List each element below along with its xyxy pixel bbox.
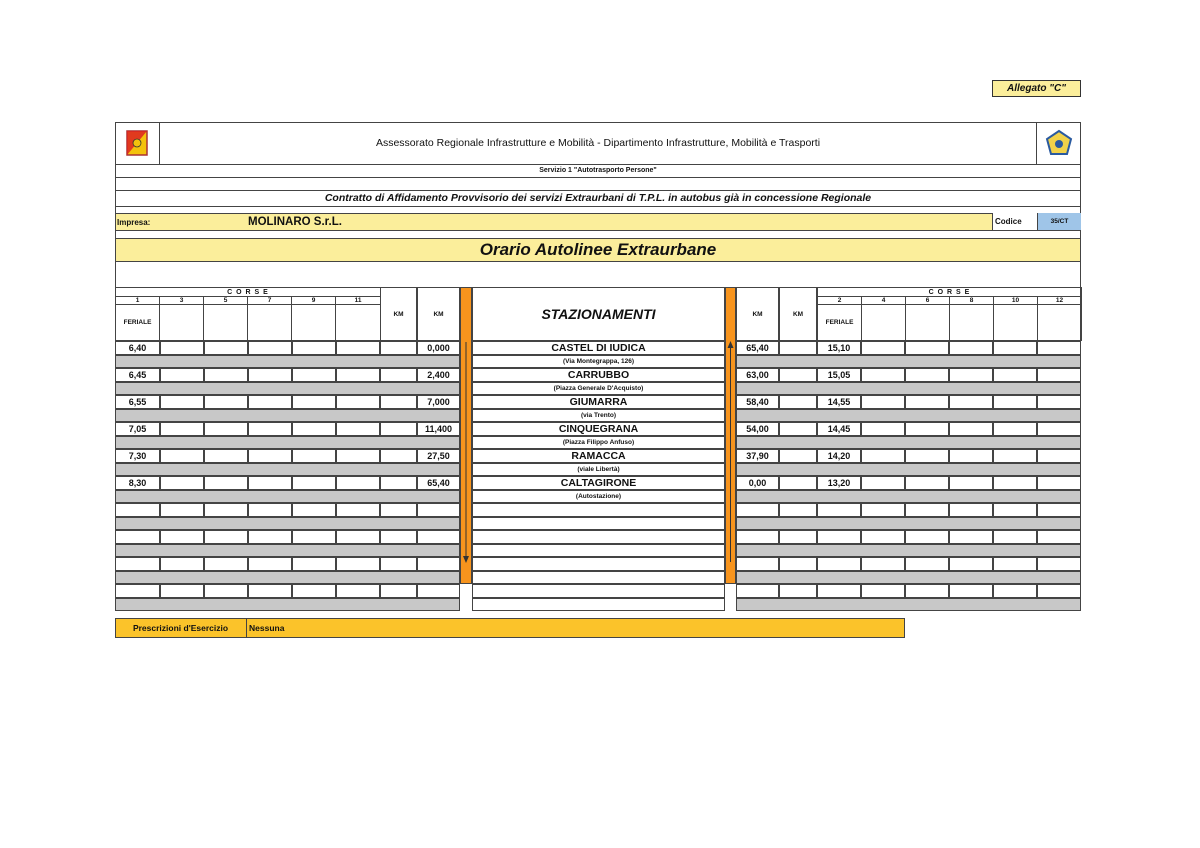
left-time: 7,05 xyxy=(115,422,160,436)
right-corse-number: 10 xyxy=(994,297,1038,305)
left-spacer-row xyxy=(115,355,460,369)
left-cell xyxy=(160,503,204,517)
left-cell xyxy=(204,476,248,490)
right-km: 37,90 xyxy=(736,449,779,463)
right-cell xyxy=(905,449,949,463)
left-cell xyxy=(115,530,160,544)
right-cell xyxy=(817,530,861,544)
right-corse-number: 12 xyxy=(1038,297,1082,305)
left-cell xyxy=(204,557,248,571)
right-cell xyxy=(993,557,1037,571)
right-spacer-row xyxy=(736,490,1081,504)
right-spacer-row xyxy=(736,409,1081,423)
right-cell xyxy=(779,530,817,544)
right-cell xyxy=(949,395,993,409)
left-cell xyxy=(248,584,292,598)
right-cell xyxy=(949,530,993,544)
left-cell xyxy=(115,584,160,598)
right-cell xyxy=(993,341,1037,355)
station-name xyxy=(472,557,725,571)
left-cell xyxy=(204,530,248,544)
right-corse-header xyxy=(817,287,1082,341)
left-km: 2,400 xyxy=(417,368,460,382)
right-cell xyxy=(993,449,1037,463)
left-spacer-row xyxy=(115,382,460,396)
left-km: 0,000 xyxy=(417,341,460,355)
up-arrow-icon xyxy=(725,340,736,565)
right-spacer-row xyxy=(736,571,1081,585)
sicily-logo-icon xyxy=(126,130,148,156)
right-cell xyxy=(1037,341,1081,355)
left-cell xyxy=(292,449,336,463)
station-name: CASTEL DI IUDICA xyxy=(472,341,725,355)
left-spacer-row xyxy=(115,598,460,612)
left-cell xyxy=(336,557,380,571)
left-feriale-label: FERIALE xyxy=(116,305,160,341)
left-km: 65,40 xyxy=(417,476,460,490)
right-km1-header: KM xyxy=(736,287,779,341)
left-logo-cell xyxy=(115,122,160,164)
left-cell xyxy=(336,341,380,355)
right-cell xyxy=(779,422,817,436)
station-name xyxy=(472,503,725,517)
right-time: 13,20 xyxy=(817,476,861,490)
left-km: 27,50 xyxy=(417,449,460,463)
right-cell xyxy=(817,557,861,571)
left-cell xyxy=(204,584,248,598)
codice-value: 35/CT xyxy=(1037,213,1081,230)
left-cell xyxy=(204,368,248,382)
left-km: 7,000 xyxy=(417,395,460,409)
right-cell xyxy=(905,557,949,571)
right-cell xyxy=(779,368,817,382)
right-cell xyxy=(905,341,949,355)
right-time: 14,45 xyxy=(817,422,861,436)
right-corse-number: 2 xyxy=(818,297,862,305)
left-cell xyxy=(160,557,204,571)
right-cell xyxy=(993,476,1037,490)
station-address: (Piazza Filippo Anfuso) xyxy=(472,436,725,450)
left-spacer-row xyxy=(115,490,460,504)
station-name xyxy=(472,530,725,544)
left-cell xyxy=(336,422,380,436)
left-cell xyxy=(160,395,204,409)
right-cell xyxy=(949,449,993,463)
left-cell xyxy=(248,395,292,409)
right-cell xyxy=(779,476,817,490)
right-cell xyxy=(993,395,1037,409)
station-address: (Piazza Generale D'Acquisto) xyxy=(472,382,725,396)
right-cell xyxy=(736,557,779,571)
allegato-label: Allegato "C" xyxy=(992,80,1081,97)
right-cell xyxy=(1037,557,1081,571)
left-cell xyxy=(380,395,417,409)
right-cell xyxy=(905,530,949,544)
right-cell xyxy=(949,422,993,436)
left-spacer-row xyxy=(115,436,460,450)
right-cell xyxy=(949,503,993,517)
left-cell xyxy=(380,422,417,436)
right-km: 54,00 xyxy=(736,422,779,436)
right-feriale-label: FERIALE xyxy=(818,305,862,341)
left-spacer-row xyxy=(115,571,460,585)
right-time: 15,10 xyxy=(817,341,861,355)
stazionamenti-header: STAZIONAMENTI xyxy=(472,287,725,341)
right-cell xyxy=(861,557,905,571)
left-cell xyxy=(204,422,248,436)
left-cell xyxy=(160,368,204,382)
right-time: 14,55 xyxy=(817,395,861,409)
station-address: (Via Montegrappa, 126) xyxy=(472,355,725,369)
right-cell xyxy=(861,584,905,598)
down-arrow-icon xyxy=(460,340,472,565)
right-cell xyxy=(993,503,1037,517)
left-corse-header xyxy=(115,287,381,341)
left-time: 6,40 xyxy=(115,341,160,355)
right-cell xyxy=(993,584,1037,598)
left-time: 6,55 xyxy=(115,395,160,409)
left-cell xyxy=(380,584,417,598)
impresa-label: Impresa: xyxy=(117,217,151,227)
right-cell xyxy=(993,368,1037,382)
right-km: 63,00 xyxy=(736,368,779,382)
station-address: (via Trento) xyxy=(472,409,725,423)
right-cell xyxy=(736,584,779,598)
right-cell xyxy=(949,557,993,571)
station-name: CARRUBBO xyxy=(472,368,725,382)
codice-label: Codice xyxy=(992,213,1037,230)
right-cell xyxy=(861,476,905,490)
left-cell xyxy=(336,530,380,544)
station-name: CINQUEGRANA xyxy=(472,422,725,436)
right-cell xyxy=(861,395,905,409)
left-cell xyxy=(204,503,248,517)
right-cell xyxy=(779,503,817,517)
left-corse-number: 3 xyxy=(160,297,204,305)
right-cell xyxy=(905,368,949,382)
right-corse-number: 8 xyxy=(950,297,994,305)
right-cell xyxy=(861,449,905,463)
left-corse-number: 7 xyxy=(248,297,292,305)
right-cell xyxy=(861,422,905,436)
left-cell xyxy=(248,341,292,355)
left-cell xyxy=(115,557,160,571)
left-cell xyxy=(336,503,380,517)
right-cell xyxy=(861,530,905,544)
right-cell xyxy=(1037,422,1081,436)
right-cell xyxy=(861,368,905,382)
right-cell xyxy=(1037,368,1081,382)
left-km2-header: KM xyxy=(417,287,460,341)
right-corse-label: C O R S E xyxy=(818,288,1082,297)
station-address xyxy=(472,544,725,558)
station-address: (viale Libertà) xyxy=(472,463,725,477)
right-cell xyxy=(949,368,993,382)
left-cell xyxy=(417,557,460,571)
left-cell xyxy=(292,368,336,382)
left-cell xyxy=(292,584,336,598)
left-cell xyxy=(380,557,417,571)
right-cell xyxy=(905,395,949,409)
left-corse-number: 11 xyxy=(336,297,381,305)
right-cell xyxy=(1037,503,1081,517)
station-name: CALTAGIRONE xyxy=(472,476,725,490)
left-cell xyxy=(204,341,248,355)
left-cell xyxy=(248,422,292,436)
left-cell xyxy=(336,584,380,598)
right-cell xyxy=(993,422,1037,436)
left-cell xyxy=(115,503,160,517)
right-cell xyxy=(736,530,779,544)
prescrizioni-value: Nessuna xyxy=(249,623,285,633)
left-spacer-row xyxy=(115,409,460,423)
left-cell xyxy=(160,584,204,598)
left-cell xyxy=(160,341,204,355)
right-km2-header: KM xyxy=(779,287,817,341)
right-cell xyxy=(1037,449,1081,463)
left-cell xyxy=(336,476,380,490)
right-cell xyxy=(1037,395,1081,409)
right-cell xyxy=(993,530,1037,544)
right-km: 65,40 xyxy=(736,341,779,355)
left-corse-label: C O R S E xyxy=(116,288,381,297)
right-cell xyxy=(905,503,949,517)
left-cell xyxy=(248,449,292,463)
prescrizioni-label: Prescrizioni d'Esercizio xyxy=(115,618,247,638)
left-cell xyxy=(160,530,204,544)
right-cell xyxy=(861,503,905,517)
region-emblem-icon xyxy=(1045,129,1073,157)
right-time: 15,05 xyxy=(817,368,861,382)
left-cell xyxy=(292,476,336,490)
left-corse-number: 1 xyxy=(116,297,160,305)
right-time: 14,20 xyxy=(817,449,861,463)
right-cell xyxy=(736,503,779,517)
right-cell xyxy=(779,395,817,409)
right-cell xyxy=(1037,584,1081,598)
left-cell xyxy=(160,449,204,463)
right-cell xyxy=(779,584,817,598)
right-cell xyxy=(949,341,993,355)
left-cell xyxy=(248,530,292,544)
left-spacer-row xyxy=(115,544,460,558)
left-cell xyxy=(380,341,417,355)
station-address xyxy=(472,517,725,531)
left-cell xyxy=(248,557,292,571)
left-cell xyxy=(336,368,380,382)
left-corse-number: 5 xyxy=(204,297,248,305)
right-cell xyxy=(1037,530,1081,544)
right-cell xyxy=(949,584,993,598)
assessorato-title: Assessorato Regionale Infrastrutture e Mobilità - Dipartimento Infrastrutture, Mobilità e Trasporti xyxy=(375,137,821,149)
left-cell xyxy=(292,557,336,571)
orario-title: Orario Autolinee Extraurbane xyxy=(479,240,717,259)
right-spacer-row xyxy=(736,598,1081,612)
contratto-title: Contratto di Affidamento Provvisorio dei servizi Extraurbani di T.P.L. in autobus già in concessione Regionale xyxy=(324,192,872,204)
left-time: 7,30 xyxy=(115,449,160,463)
servizio-title: Servizio 1 "Autotrasporto Persone" xyxy=(539,167,657,174)
right-spacer-row xyxy=(736,355,1081,369)
station-address xyxy=(472,598,725,612)
left-cell xyxy=(160,476,204,490)
left-cell xyxy=(336,449,380,463)
left-cell xyxy=(380,368,417,382)
left-spacer-row xyxy=(115,517,460,531)
left-cell xyxy=(380,530,417,544)
right-spacer-row xyxy=(736,436,1081,450)
right-logo-cell xyxy=(1036,122,1081,164)
right-cell xyxy=(1037,476,1081,490)
left-time: 6,45 xyxy=(115,368,160,382)
left-cell xyxy=(417,584,460,598)
left-cell xyxy=(248,503,292,517)
station-name xyxy=(472,584,725,598)
right-cell xyxy=(905,422,949,436)
left-corse-number: 9 xyxy=(292,297,336,305)
station-address: (Autostazione) xyxy=(472,490,725,504)
station-address xyxy=(472,571,725,585)
right-cell xyxy=(949,476,993,490)
right-km: 0,00 xyxy=(736,476,779,490)
left-cell xyxy=(292,422,336,436)
left-cell xyxy=(204,449,248,463)
left-km1-header: KM xyxy=(380,287,417,341)
right-cell xyxy=(817,503,861,517)
station-name: GIUMARRA xyxy=(472,395,725,409)
right-corse-number: 4 xyxy=(862,297,906,305)
right-cell xyxy=(779,341,817,355)
right-spacer-row xyxy=(736,382,1081,396)
right-corse-number: 6 xyxy=(906,297,950,305)
right-cell xyxy=(905,584,949,598)
left-cell xyxy=(160,422,204,436)
left-cell xyxy=(204,395,248,409)
right-spacer-row xyxy=(736,544,1081,558)
left-cell xyxy=(380,449,417,463)
left-cell xyxy=(292,530,336,544)
right-cell xyxy=(779,557,817,571)
station-name: RAMACCA xyxy=(472,449,725,463)
impresa-value: MOLINARO S.r.L. xyxy=(248,216,342,228)
left-cell xyxy=(292,341,336,355)
right-spacer-row xyxy=(736,463,1081,477)
left-cell xyxy=(417,503,460,517)
right-km: 58,40 xyxy=(736,395,779,409)
left-time: 8,30 xyxy=(115,476,160,490)
left-cell xyxy=(292,503,336,517)
left-cell xyxy=(248,476,292,490)
right-cell xyxy=(817,584,861,598)
left-cell xyxy=(248,368,292,382)
right-spacer-row xyxy=(736,517,1081,531)
right-cell xyxy=(905,476,949,490)
left-cell xyxy=(292,395,336,409)
left-cell xyxy=(380,476,417,490)
left-cell xyxy=(336,395,380,409)
left-km: 11,400 xyxy=(417,422,460,436)
left-cell xyxy=(380,503,417,517)
left-cell xyxy=(417,530,460,544)
left-spacer-row xyxy=(115,463,460,477)
right-cell xyxy=(779,449,817,463)
right-cell xyxy=(861,341,905,355)
